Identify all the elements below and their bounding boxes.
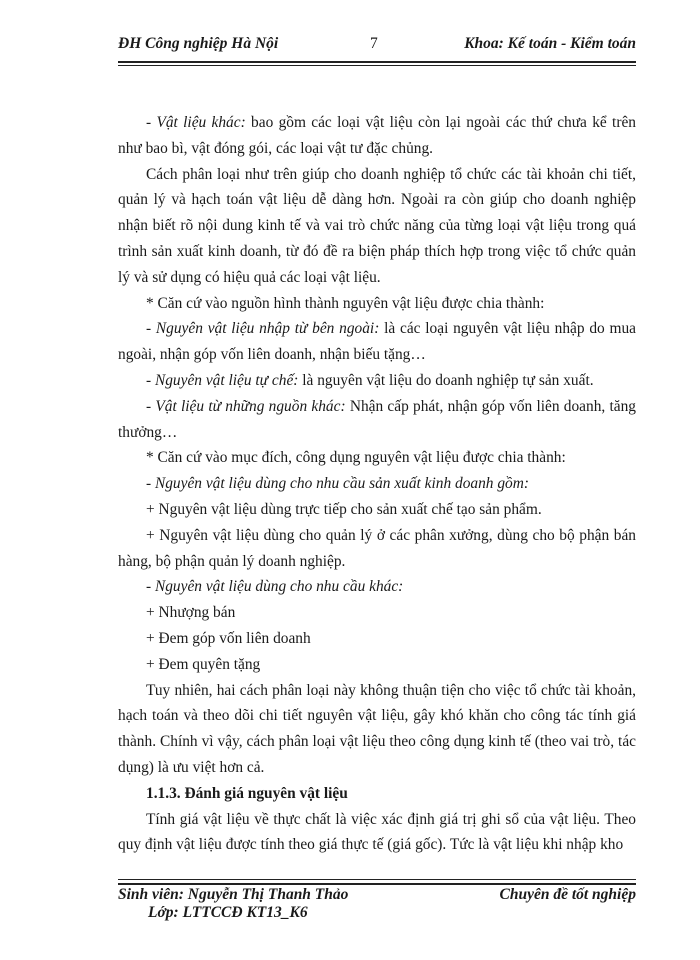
paragraph-direct-use: + Nguyên vật liệu dùng trực tiếp cho sản xuất chế tạo sản phẩm. xyxy=(146,500,542,518)
paragraph-other-needs: - Nguyên vật liệu dùng cho nhu cầu khác: xyxy=(146,578,404,596)
paragraph-label: - Vật liệu từ những nguồn khác: xyxy=(146,397,346,415)
header-rule-thick xyxy=(118,61,636,63)
list-item-transfer: + Nhượng bán xyxy=(146,604,236,622)
page-header xyxy=(118,30,636,58)
paragraph-text: là các loại nguyên vật liệu nhập do mua ngoài, nhận góp vốn liên doanh, nhận biếu tặng… xyxy=(118,320,636,364)
paragraph-label: - Nguyên vật liệu nhập từ bên ngoài: xyxy=(146,320,380,338)
header-rule-thin xyxy=(118,65,636,66)
footer-rule-thick xyxy=(118,883,636,885)
header-faculty: Khoa: Kế toán - Kiểm toán xyxy=(464,35,636,52)
list-item-joint-venture: + Đem góp vốn liên doanh xyxy=(146,629,311,647)
paragraph-external-materials xyxy=(118,316,636,368)
paragraph-text: Nhận cấp phát, nhận góp vốn liên doanh, tăng thưởng… xyxy=(118,397,636,441)
paragraph-other-sources xyxy=(118,394,636,446)
page-number: 7 xyxy=(370,35,378,52)
paragraph-text: là nguyên vật liệu do doanh nghiệp tự sản xuất. xyxy=(298,371,594,389)
footer-rule-thin xyxy=(118,879,636,880)
paragraph-valuation: Tính giá vật liệu về thực chất là việc xác định giá trị ghi sổ của vật liệu. Theo quy định vật liệu được tính theo giá thực tế (giá gốc). Tức là vật liệu khi nhập kho xyxy=(118,810,636,854)
paragraph-management-use: + Nguyên vật liệu dùng cho quản lý ở các phân xưởng, dùng cho bộ phận bán hàng, bộ phận quản lý doanh nghiệp. xyxy=(118,526,636,570)
paragraph-classification-benefit: Cách phân loại như trên giúp cho doanh nghiệp tổ chức các tài khoản chi tiết, quản lý và hạch toán vật liệu dễ dàng hơn. Ngoài ra còn giúp cho doanh nghiệp nhận biết rõ nội dung kinh tế và vai trò chức năng của từng loại vật liệu trong quá trình sản xuất kinh doanh, từ đó đề ra biện pháp thích hợp trong việc tổ chức quản lý và sử dụng có hiệu quả các loại vật liệu. xyxy=(118,165,636,286)
paragraph-conclusion: Tuy nhiên, hai cách phân loại này không thuận tiện cho việc tổ chức tài khoản, hạch toán và theo dõi chi tiết nguyên vật liệu, gây khó khăn cho công tác tính giá thành. Chính vì vậy, cách phân loại vật liệu theo công dụng kinh tế (theo vai trò, tác dụng) là ưu việt hơn cả. xyxy=(118,681,636,776)
paragraph-self-made-materials xyxy=(118,368,636,394)
paragraph-text: bao gồm các loại vật liệu còn lại ngoài các thứ chưa kể trên như bao bì, vật đóng gói, các loại vật tư đặc chủng. xyxy=(118,114,636,157)
paragraph-other-materials xyxy=(118,110,636,162)
paragraph-production-needs: - Nguyên vật liệu dùng cho nhu cầu sản xuất kinh doanh gồm: xyxy=(146,475,529,493)
list-item-donation: + Đem quyên tặng xyxy=(146,655,261,673)
section-heading: 1.1.3. Đánh giá nguyên vật liệu xyxy=(146,784,348,802)
paragraph-label: - Nguyên vật liệu tự chế: xyxy=(146,371,299,389)
footer-student: Sinh viên: Nguyễn Thị Thanh Thảo xyxy=(118,886,349,903)
paragraph-label: - Vật liệu khác: xyxy=(146,114,246,131)
header-university: ĐH Công nghiệp Hà Nội xyxy=(118,35,279,52)
document-body xyxy=(118,110,636,858)
paragraph-by-source: * Căn cứ vào nguồn hình thành nguyên vật liệu được chia thành: xyxy=(146,294,545,312)
footer-class: Lớp: LTTCCĐ KT13_K6 xyxy=(148,904,308,921)
paragraph-by-purpose: * Căn cứ vào mục đích, công dụng nguyên vật liệu được chia thành: xyxy=(146,449,566,467)
footer-thesis-type: Chuyên đề tốt nghiệp xyxy=(499,886,636,903)
